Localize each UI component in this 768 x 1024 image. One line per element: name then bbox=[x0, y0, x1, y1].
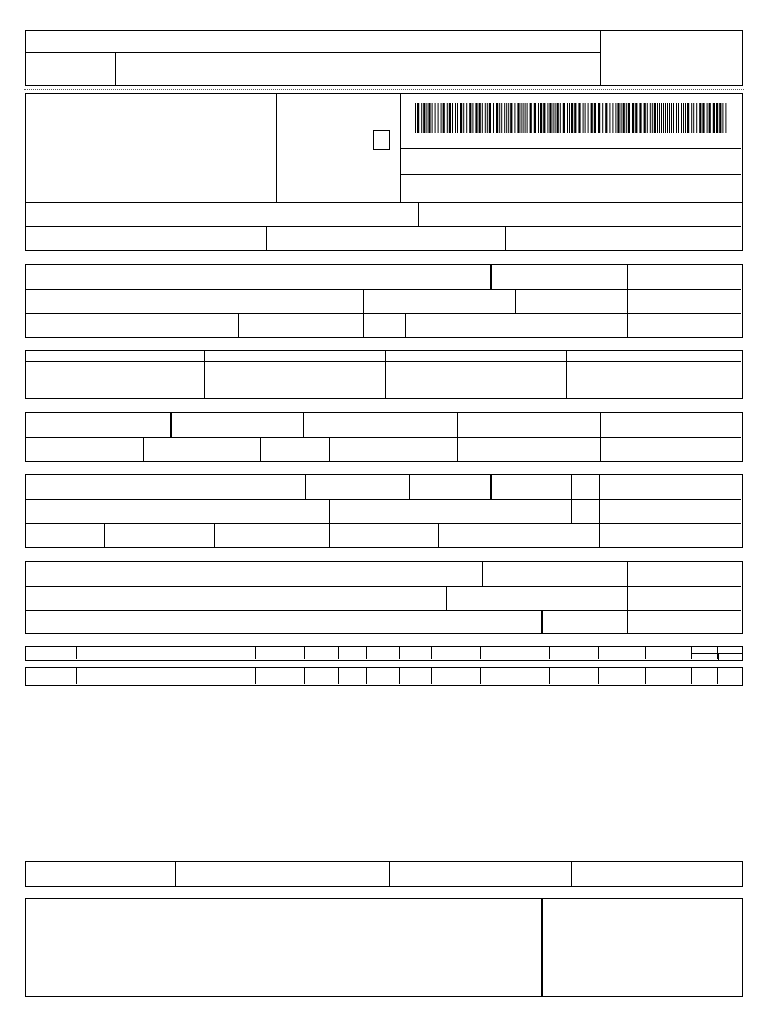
products-header-cell-11 bbox=[599, 647, 646, 659]
header-code-field[interactable] bbox=[26, 53, 114, 85]
operation-block bbox=[25, 202, 743, 251]
volume-brand-field[interactable] bbox=[215, 524, 328, 547]
carrier-block bbox=[25, 474, 743, 548]
tax-value-field[interactable] bbox=[172, 413, 302, 437]
tax-products-total-field[interactable] bbox=[601, 413, 741, 437]
carrier-address-field[interactable] bbox=[26, 500, 328, 523]
recipient-uf-field[interactable] bbox=[364, 314, 404, 337]
products-header-cell-5 bbox=[339, 647, 367, 659]
recipient-address-field[interactable] bbox=[26, 290, 362, 313]
recipient-exit-date-field[interactable] bbox=[628, 290, 741, 313]
complementary-info-field[interactable] bbox=[26, 899, 540, 996]
additional-field-7[interactable] bbox=[26, 611, 540, 633]
issqn-services-total-field[interactable] bbox=[176, 862, 388, 886]
additional-field-1[interactable] bbox=[26, 562, 481, 586]
products-row-cell-13[interactable] bbox=[692, 668, 718, 684]
invoice-duplicate-4[interactable] bbox=[567, 362, 741, 398]
products-header-cell-7 bbox=[400, 647, 432, 659]
additional-info-divider bbox=[541, 899, 543, 996]
recipient-exit-time-field[interactable] bbox=[628, 314, 741, 337]
volume-gross-weight-field[interactable] bbox=[439, 524, 598, 547]
tax-discount-field[interactable] bbox=[261, 438, 328, 461]
products-row-cell-10[interactable] bbox=[550, 668, 599, 684]
additional-info-block bbox=[25, 898, 743, 997]
products-row-cell-4[interactable] bbox=[305, 668, 339, 684]
carrier-freight-type-field[interactable] bbox=[306, 475, 408, 499]
products-header-cell-1 bbox=[26, 647, 77, 659]
invoice-duplicate-2[interactable] bbox=[205, 362, 384, 398]
additional-field-3[interactable] bbox=[628, 562, 741, 586]
tax-other-expenses-field[interactable] bbox=[330, 438, 456, 461]
issqn-block bbox=[25, 861, 743, 887]
header-block bbox=[25, 30, 743, 86]
products-row-cell-1[interactable] bbox=[26, 668, 77, 684]
additional-field-6[interactable] bbox=[628, 587, 741, 610]
operation-protocol-field[interactable] bbox=[419, 203, 741, 226]
tax-ipi-field[interactable] bbox=[458, 438, 599, 461]
products-row-cell-9[interactable] bbox=[481, 668, 550, 684]
products-table-row bbox=[25, 667, 743, 686]
carrier-state-reg-field[interactable] bbox=[600, 500, 741, 523]
recipient-phone-field[interactable] bbox=[239, 314, 362, 337]
additional-field-2[interactable] bbox=[483, 562, 626, 586]
products-row-cell-7[interactable] bbox=[400, 668, 432, 684]
state-registration-st-field[interactable] bbox=[267, 227, 504, 250]
recipient-block bbox=[25, 264, 743, 338]
sender-address-field[interactable] bbox=[26, 94, 275, 202]
additional-field-9[interactable] bbox=[628, 611, 741, 633]
carrier-plate-field[interactable] bbox=[492, 475, 570, 499]
tax-freight-field[interactable] bbox=[26, 438, 142, 461]
products-table-header bbox=[25, 646, 743, 661]
additional-field-8[interactable] bbox=[544, 611, 626, 633]
carrier-antt-field[interactable] bbox=[410, 475, 489, 499]
volume-number-field[interactable] bbox=[330, 524, 437, 547]
issqn-base-field[interactable] bbox=[390, 862, 570, 886]
products-row-cell-12[interactable] bbox=[646, 668, 692, 684]
tax-invoice-total-field[interactable] bbox=[601, 438, 741, 461]
recipient-issue-date-field[interactable] bbox=[628, 265, 741, 289]
fiscal-reserve-field[interactable] bbox=[544, 899, 741, 996]
carrier-taxid-field[interactable] bbox=[600, 475, 741, 499]
products-row-cell-5[interactable] bbox=[339, 668, 367, 684]
products-row-cell-11[interactable] bbox=[599, 668, 646, 684]
volume-species-field[interactable] bbox=[105, 524, 213, 547]
recipient-state-reg-field[interactable] bbox=[406, 314, 626, 337]
products-header-subdivider bbox=[692, 653, 742, 654]
recipient-name-field[interactable] bbox=[26, 265, 489, 289]
invoice-duplicate-1[interactable] bbox=[26, 362, 203, 398]
tax-id-field[interactable] bbox=[506, 227, 741, 250]
volume-quantity-field[interactable] bbox=[26, 524, 103, 547]
access-key-field[interactable] bbox=[401, 149, 741, 173]
recipient-taxid-field[interactable] bbox=[492, 265, 626, 289]
recipient-zip-field[interactable] bbox=[516, 290, 626, 313]
tax-base-field[interactable] bbox=[26, 413, 169, 437]
tax-st-base-field[interactable] bbox=[304, 413, 456, 437]
sender-divider bbox=[276, 94, 277, 202]
additional-field-4[interactable] bbox=[26, 587, 445, 610]
additional-field-5[interactable] bbox=[447, 587, 626, 610]
carrier-name-field[interactable] bbox=[26, 475, 304, 499]
invoice-duplicate-3[interactable] bbox=[386, 362, 565, 398]
products-header-cell-2 bbox=[77, 647, 256, 659]
carrier-plate-uf-field[interactable] bbox=[572, 475, 598, 499]
barcode-icon bbox=[415, 103, 729, 133]
carrier-uf-field[interactable] bbox=[572, 500, 598, 523]
sender-block bbox=[25, 93, 400, 203]
products-row-cell-3[interactable] bbox=[256, 668, 305, 684]
protocol-field[interactable] bbox=[401, 175, 741, 201]
products-header-cell-9 bbox=[481, 647, 550, 659]
products-row-cell-14[interactable] bbox=[718, 668, 742, 684]
state-registration-field[interactable] bbox=[26, 227, 265, 250]
additional-col-4 bbox=[541, 610, 543, 633]
volume-net-weight-field[interactable] bbox=[600, 524, 741, 547]
issqn-value-field[interactable] bbox=[572, 862, 741, 886]
products-row-cell-2[interactable] bbox=[77, 668, 256, 684]
header-title-field[interactable] bbox=[26, 31, 599, 52]
products-header-cell-12 bbox=[646, 647, 692, 659]
tax-block bbox=[25, 412, 743, 462]
tax-insurance-field[interactable] bbox=[144, 438, 259, 461]
operation-nature-field[interactable] bbox=[26, 203, 417, 226]
products-row-cell-8[interactable] bbox=[432, 668, 481, 684]
products-header-cell-10 bbox=[550, 647, 599, 659]
invoice-block bbox=[25, 350, 743, 399]
products-header-cell-4 bbox=[305, 647, 339, 659]
products-header-cell-8 bbox=[432, 647, 481, 659]
carrier-city-field[interactable] bbox=[330, 500, 570, 523]
products-header-subcol bbox=[718, 653, 719, 660]
products-header-cell-6 bbox=[367, 647, 400, 659]
recipient-district-field[interactable] bbox=[364, 290, 514, 313]
tax-st-value-field[interactable] bbox=[458, 413, 599, 437]
additional-block bbox=[25, 561, 743, 634]
header-name-field[interactable] bbox=[116, 53, 599, 85]
products-row-cell-6[interactable] bbox=[367, 668, 400, 684]
copy-checkbox[interactable] bbox=[373, 130, 390, 150]
recipient-city-field[interactable] bbox=[26, 314, 237, 337]
perforation-line bbox=[24, 89, 744, 90]
products-header-cell-3 bbox=[256, 647, 305, 659]
header-logo-box bbox=[601, 31, 741, 85]
issqn-municipal-reg-field[interactable] bbox=[26, 862, 174, 886]
